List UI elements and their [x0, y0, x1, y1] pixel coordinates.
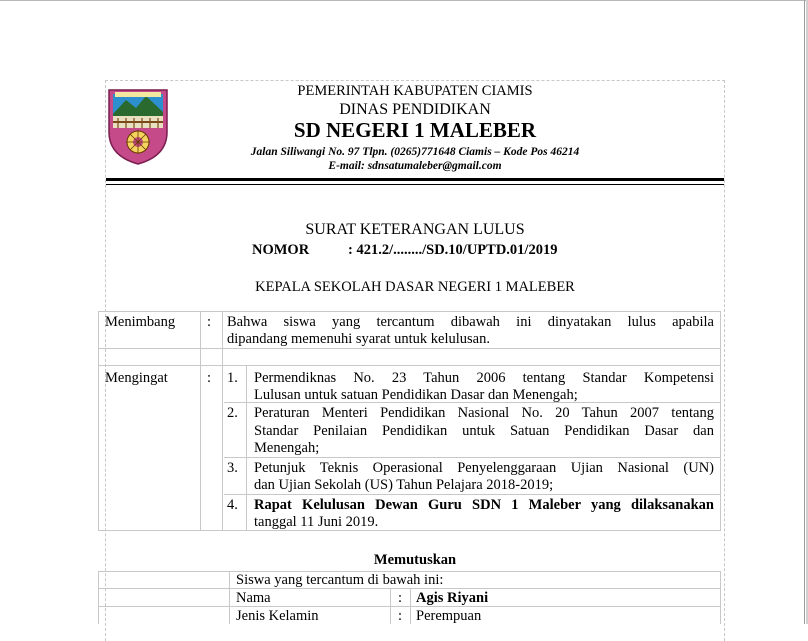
student-intro: Siswa yang tercantum di bawah ini: — [236, 572, 444, 588]
mengingat-item-line: Rapat Kelulusan Dewan Guru SDN 1 Maleber yang dilaksanakan — [254, 497, 714, 513]
student-table-col-divider — [410, 588, 411, 624]
menimbang-label: Menimbang — [105, 314, 176, 330]
document-number — [252, 242, 557, 259]
mengingat-item-number: 1. — [227, 370, 238, 386]
letterhead-rule-thin — [106, 184, 724, 185]
mengingat-label: Mengingat — [105, 370, 168, 386]
mengingat-item-line: tanggal 11 Juni 2019. — [254, 514, 379, 530]
mengingat-item-line: dan Ujian Sekolah (US) Tahun Pelajara 2018-2019; — [254, 477, 554, 493]
document-title: SURAT KETERANGAN LULUS — [305, 221, 525, 238]
student-name-value: Agis Riyani — [416, 590, 489, 606]
table-border-right — [720, 311, 721, 531]
student-table-col-divider — [390, 588, 391, 624]
student-gender-value: Perempuan — [416, 608, 482, 624]
issuer-heading: KEPALA SEKOLAH DASAR NEGERI 1 MALEBER — [255, 279, 575, 295]
mengingat-item-number: 4. — [227, 497, 238, 513]
student-table-border-right — [720, 571, 721, 624]
menimbang-text-line2: dipandang memenuhi syarat untuk kelulusan. — [227, 331, 490, 347]
header-department: DINAS PENDIDIKAN — [339, 101, 491, 118]
header-government: PEMERINTAH KABUPATEN CIAMIS — [297, 83, 533, 99]
table-border-top — [98, 311, 720, 312]
letterhead-rule-thick — [106, 178, 724, 181]
header-school-name: SD NEGERI 1 MALEBER — [293, 118, 537, 142]
student-table-border-left — [98, 571, 99, 624]
mengingat-item-number: 3. — [227, 460, 238, 476]
table-row-divider — [224, 457, 720, 458]
mengingat-colon: : — [207, 370, 212, 386]
mengingat-item-number: 2. — [227, 405, 238, 421]
table-row-divider — [224, 494, 720, 495]
menimbang-colon: : — [207, 314, 212, 330]
mengingat-item-line: Petunjuk Teknis Operasional Penyelenggaraan Ujian Nasional (UN) — [254, 460, 714, 476]
memutuskan-heading: Memutuskan — [373, 552, 457, 568]
table-row-divider — [98, 365, 720, 366]
mengingat-item-line: Peraturan Menteri Pendidikan Nasional No. 20 Tahun 2007 tentang — [254, 405, 714, 421]
menimbang-text-line1: Bahwa siswa yang tercantum dibawah ini dinyatakan lulus apabila — [227, 314, 714, 330]
nomor-value: : 421.2/......../SD.10/UPTD.01/2019 — [348, 242, 558, 258]
table-col-divider — [246, 365, 247, 531]
window-top-border — [0, 0, 808, 1]
window-right-border — [804, 0, 805, 624]
mengingat-item-line: Lulusan untuk satuan Pendidikan Dasar dan Menengah; — [254, 387, 578, 403]
table-border-left — [98, 311, 99, 531]
mengingat-item-line: Permendiknas No. 23 Tahun 2006 tentang Standar Kompetensi — [254, 370, 714, 386]
nomor-label: NOMOR — [252, 242, 310, 258]
student-field-label: Jenis Kelamin — [236, 608, 319, 624]
student-field-label: Nama — [236, 590, 271, 606]
student-field-colon: : — [398, 608, 403, 624]
student-field-colon: : — [398, 590, 403, 606]
table-col-divider — [200, 311, 201, 531]
header-address: Jalan Siliwangi No. 97 Tlpn. (0265)771648 Ciamis – Kode Pos 46214 — [250, 146, 580, 158]
mengingat-item-line: Menengah; — [254, 440, 320, 456]
table-row-divider — [98, 348, 720, 349]
table-col-divider — [222, 311, 223, 531]
student-table-row-divider — [98, 606, 720, 607]
student-table-col-divider — [229, 571, 230, 624]
table-border-bottom — [98, 530, 720, 531]
header-email: E-mail: sdnsatumaleber@gmail.com — [328, 160, 502, 172]
mengingat-item-line: Standar Penilaian Pendidikan untuk Satuan Pendidikan Dasar dan — [254, 423, 714, 439]
